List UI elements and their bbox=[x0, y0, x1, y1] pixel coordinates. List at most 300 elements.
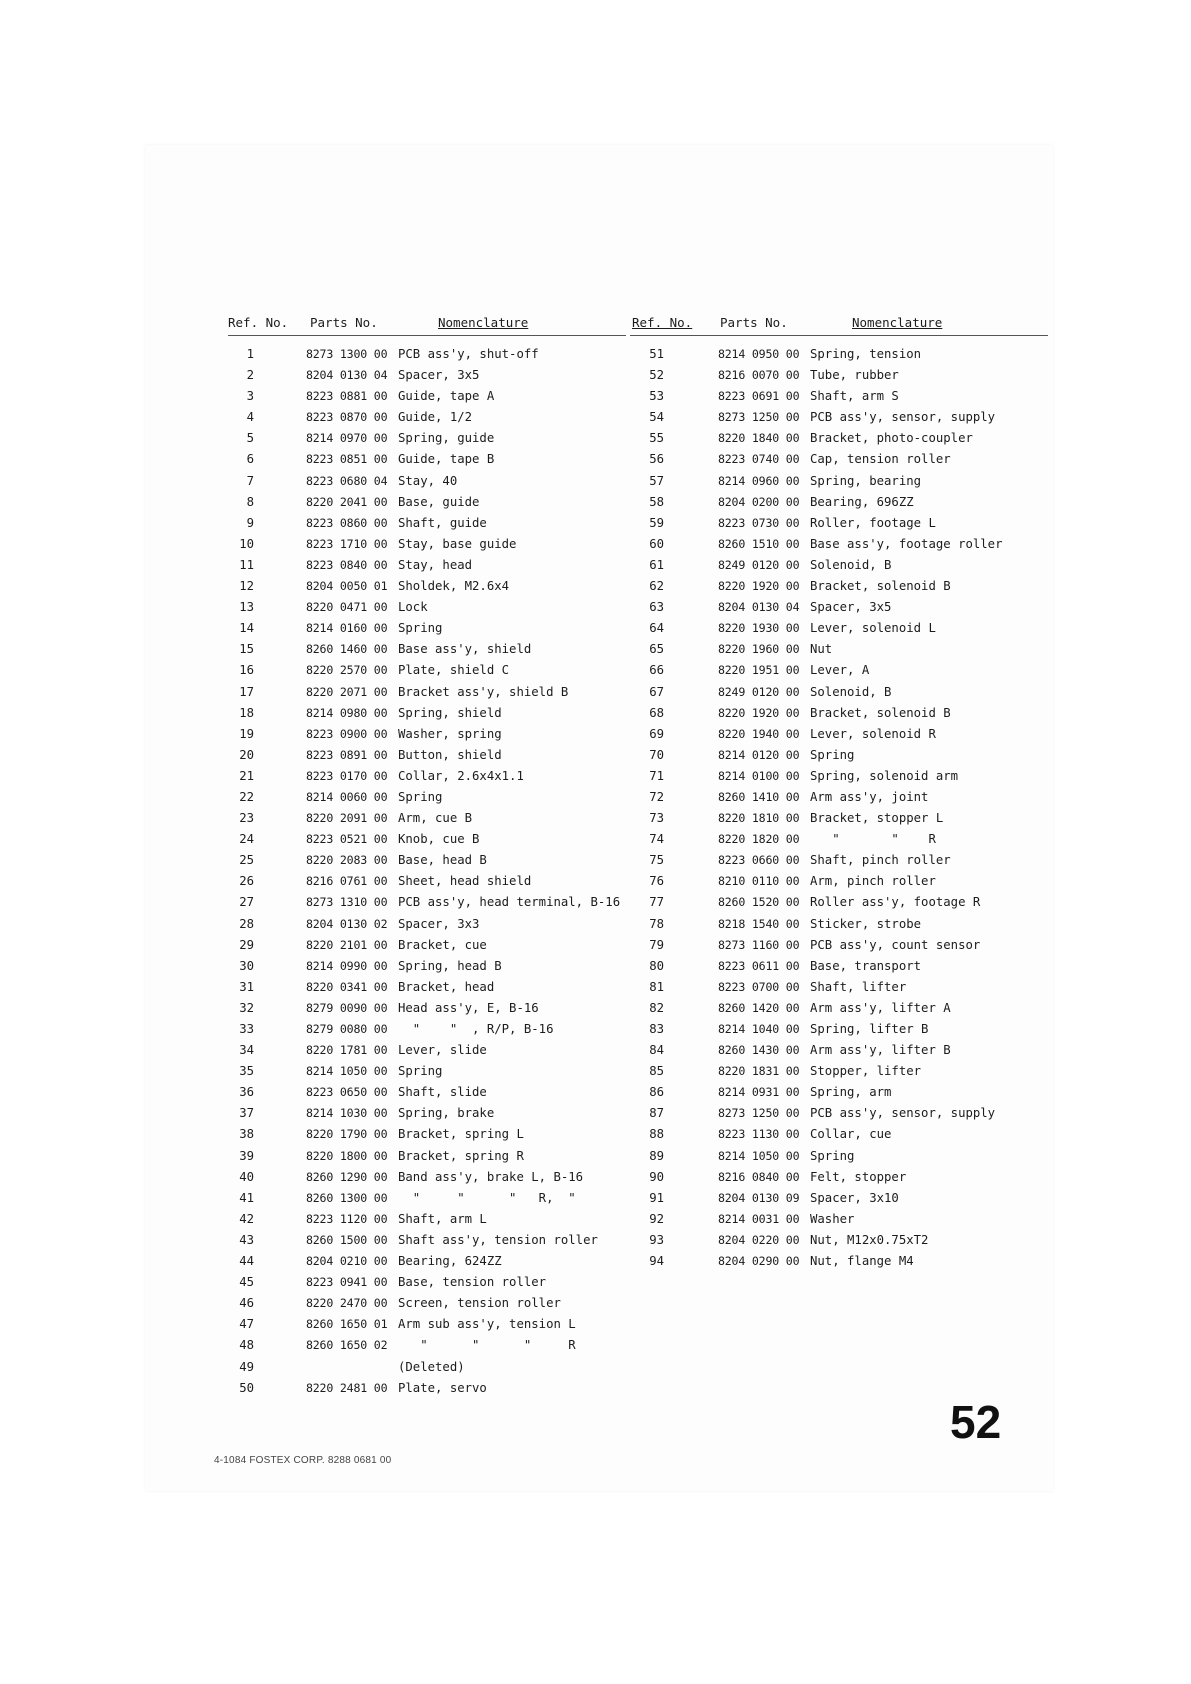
ref-no-cell: 94 bbox=[649, 1254, 664, 1269]
ref-no-cell: 91 bbox=[649, 1190, 664, 1205]
ref-no-cell: 21 bbox=[239, 768, 254, 783]
nomenclature-cell: Lock bbox=[398, 600, 428, 615]
ref-no-cell: 40 bbox=[239, 1169, 254, 1184]
ref-no-cell: 72 bbox=[649, 789, 664, 804]
parts-no-cell: 8260 1430 00 bbox=[718, 1043, 800, 1058]
parts-no-cell: 8220 0471 00 bbox=[306, 600, 388, 615]
nomenclature-cell: Spacer, 3x5 bbox=[810, 600, 892, 615]
ref-no-cell: 65 bbox=[649, 642, 664, 657]
ref-no-cell: 70 bbox=[649, 747, 664, 762]
ref-no-cell: 67 bbox=[649, 684, 664, 699]
table-row bbox=[630, 449, 1048, 470]
nomenclature-cell: Tube, rubber bbox=[810, 368, 899, 383]
nomenclature-cell: Shaft, arm S bbox=[810, 389, 899, 404]
nomenclature-cell: Plate, servo bbox=[398, 1380, 487, 1395]
nomenclature-cell: Lever, solenoid L bbox=[810, 621, 936, 636]
ref-no-cell: 82 bbox=[649, 1000, 664, 1015]
parts-no-cell: 8214 0931 00 bbox=[718, 1085, 800, 1100]
parts-no-cell: 8223 0730 00 bbox=[718, 515, 800, 530]
nomenclature-cell: Arm ass'y, lifter B bbox=[810, 1043, 951, 1058]
parts-no-cell: 8260 1460 00 bbox=[306, 642, 388, 657]
parts-no-cell: 8260 1410 00 bbox=[718, 789, 800, 804]
table-row bbox=[630, 576, 1048, 597]
table-row bbox=[630, 555, 1048, 576]
parts-no-cell: 8220 1920 00 bbox=[718, 579, 800, 594]
table-row bbox=[630, 428, 1048, 449]
ref-no-cell: 35 bbox=[239, 1064, 254, 1079]
ref-no-cell: 69 bbox=[649, 726, 664, 741]
table-row bbox=[630, 914, 1048, 935]
table-row bbox=[630, 1146, 1048, 1167]
table-row bbox=[228, 660, 626, 681]
ref-no-cell: 54 bbox=[649, 410, 664, 425]
ref-no-cell: 79 bbox=[649, 937, 664, 952]
parts-no-cell: 8223 0691 00 bbox=[718, 389, 800, 404]
parts-no-cell: 8223 0660 00 bbox=[718, 853, 800, 868]
nomenclature-cell: PCB ass'y, count sensor bbox=[810, 937, 981, 952]
table-row bbox=[630, 829, 1048, 850]
parts-no-cell: 8204 0290 00 bbox=[718, 1254, 800, 1269]
parts-no-cell: 8220 2041 00 bbox=[306, 494, 388, 509]
parts-no-cell: 8204 0130 04 bbox=[306, 368, 388, 383]
table-row bbox=[630, 471, 1048, 492]
ref-no-cell: 80 bbox=[649, 958, 664, 973]
ref-no-header: Ref. No. bbox=[632, 315, 693, 330]
ref-no-cell: 49 bbox=[239, 1359, 254, 1374]
nomenclature-cell: PCB ass'y, sensor, supply bbox=[810, 1106, 996, 1121]
nomenclature-cell: Arm, cue B bbox=[398, 811, 473, 826]
nomenclature-cell: Spacer, 3x10 bbox=[810, 1190, 899, 1205]
nomenclature-header: Nomenclature bbox=[438, 315, 529, 330]
parts-no-cell: 8223 1130 00 bbox=[718, 1127, 800, 1142]
ref-no-cell: 3 bbox=[246, 389, 254, 404]
nomenclature-cell: Plate, shield C bbox=[398, 663, 510, 678]
parts-no-cell: 8223 1120 00 bbox=[306, 1211, 388, 1226]
ref-no-cell: 1 bbox=[246, 347, 254, 361]
table-row bbox=[228, 1209, 626, 1230]
table-row bbox=[630, 1103, 1048, 1124]
table-row bbox=[630, 1230, 1048, 1251]
table-row bbox=[228, 492, 626, 513]
parts-no-cell: 8220 1840 00 bbox=[718, 431, 800, 446]
table-row bbox=[228, 428, 626, 449]
nomenclature-cell: Stay, base guide bbox=[398, 536, 517, 551]
table-row bbox=[228, 1167, 626, 1188]
parts-no-cell: 8214 0980 00 bbox=[306, 705, 388, 720]
nomenclature-cell: Spacer, 3x5 bbox=[398, 368, 480, 383]
nomenclature-cell: Spring, brake bbox=[398, 1106, 495, 1121]
table-row bbox=[228, 365, 626, 386]
ref-no-cell: 53 bbox=[649, 389, 664, 404]
table-header bbox=[630, 313, 1048, 336]
parts-no-cell: 8223 0891 00 bbox=[306, 747, 388, 762]
nomenclature-cell: Collar, 2.6x4x1.1 bbox=[398, 768, 524, 783]
table-row bbox=[630, 1188, 1048, 1209]
ref-no-cell: 92 bbox=[649, 1211, 664, 1226]
table-row bbox=[630, 407, 1048, 428]
table-row bbox=[630, 850, 1048, 871]
parts-no-cell: 8220 2101 00 bbox=[306, 937, 388, 952]
table-row bbox=[228, 977, 626, 998]
nomenclature-cell: Felt, stopper bbox=[810, 1169, 907, 1184]
ref-no-cell: 23 bbox=[239, 811, 254, 826]
ref-no-cell: 86 bbox=[649, 1085, 664, 1100]
ref-no-cell: 60 bbox=[649, 536, 664, 551]
nomenclature-cell: Washer bbox=[810, 1211, 855, 1226]
parts-no-cell: 8214 0960 00 bbox=[718, 473, 800, 488]
nomenclature-cell: Knob, cue B bbox=[398, 832, 480, 847]
parts-no-cell: 8216 0761 00 bbox=[306, 874, 388, 889]
table-row bbox=[228, 576, 626, 597]
ref-no-cell: 85 bbox=[649, 1064, 664, 1079]
table-row bbox=[630, 787, 1048, 808]
parts-rows bbox=[630, 344, 1048, 1272]
table-row bbox=[630, 682, 1048, 703]
nomenclature-cell: Spring, solenoid arm bbox=[810, 768, 959, 783]
nomenclature-cell: Guide, 1/2 bbox=[398, 410, 473, 425]
parts-no-cell: 8220 2470 00 bbox=[306, 1296, 388, 1311]
parts-table-left bbox=[228, 313, 626, 1399]
nomenclature-cell: " " , R/P, B-16 bbox=[398, 1022, 554, 1036]
nomenclature-cell: Lever, slide bbox=[398, 1043, 487, 1058]
nomenclature-cell: PCB ass'y, sensor, supply bbox=[810, 410, 996, 425]
table-row bbox=[228, 914, 626, 935]
nomenclature-cell: PCB ass'y, shut-off bbox=[398, 347, 539, 361]
nomenclature-cell: Spring, head B bbox=[398, 958, 502, 973]
parts-no-cell: 8216 0840 00 bbox=[718, 1169, 800, 1184]
table-header bbox=[228, 313, 626, 336]
ref-no-cell: 83 bbox=[649, 1022, 664, 1036]
table-row bbox=[228, 449, 626, 470]
table-row bbox=[228, 871, 626, 892]
nomenclature-cell: Spacer, 3x3 bbox=[398, 916, 480, 931]
ref-no-cell: 8 bbox=[246, 494, 254, 509]
ref-no-cell: 87 bbox=[649, 1106, 664, 1121]
ref-no-cell: 58 bbox=[649, 494, 664, 509]
table-row bbox=[228, 618, 626, 639]
ref-no-cell: 24 bbox=[239, 832, 254, 847]
table-row bbox=[228, 766, 626, 787]
ref-no-cell: 44 bbox=[239, 1254, 254, 1269]
table-row bbox=[630, 977, 1048, 998]
ref-no-cell: 5 bbox=[246, 431, 254, 446]
table-row bbox=[228, 534, 626, 555]
table-row bbox=[228, 1146, 626, 1167]
table-row bbox=[630, 998, 1048, 1019]
table-row bbox=[228, 787, 626, 808]
nomenclature-cell: Bracket ass'y, shield B bbox=[398, 684, 569, 699]
table-row bbox=[228, 1335, 626, 1356]
nomenclature-cell: Shaft, slide bbox=[398, 1085, 487, 1100]
parts-no-cell: 8220 1820 00 bbox=[718, 832, 800, 847]
nomenclature-cell: Spring, tension bbox=[810, 347, 922, 361]
table-row bbox=[228, 1082, 626, 1103]
nomenclature-cell: Stay, 40 bbox=[398, 473, 458, 488]
parts-no-cell: 8220 1831 00 bbox=[718, 1064, 800, 1079]
parts-no-cell: 8214 0031 00 bbox=[718, 1211, 800, 1226]
parts-no-cell: 8214 1030 00 bbox=[306, 1106, 388, 1121]
table-row bbox=[228, 1188, 626, 1209]
table-row bbox=[228, 829, 626, 850]
nomenclature-cell: Washer, spring bbox=[398, 726, 502, 741]
nomenclature-cell: Nut, flange M4 bbox=[810, 1254, 914, 1269]
ref-no-cell: 51 bbox=[649, 347, 664, 361]
ref-no-cell: 37 bbox=[239, 1106, 254, 1121]
ref-no-cell: 47 bbox=[239, 1317, 254, 1332]
nomenclature-cell: Guide, tape B bbox=[398, 452, 495, 467]
ref-no-cell: 6 bbox=[246, 452, 254, 467]
nomenclature-cell: Arm sub ass'y, tension L bbox=[398, 1317, 576, 1332]
table-row bbox=[228, 344, 626, 365]
nomenclature-cell: (Deleted) bbox=[398, 1359, 465, 1374]
nomenclature-cell: Bracket, stopper L bbox=[810, 811, 944, 826]
ref-no-cell: 75 bbox=[649, 853, 664, 868]
parts-no-header: Parts No. bbox=[310, 315, 378, 330]
table-row bbox=[630, 724, 1048, 745]
table-row bbox=[228, 1019, 626, 1040]
nomenclature-cell: Bearing, 624ZZ bbox=[398, 1254, 502, 1269]
parts-no-cell: 8204 0130 04 bbox=[718, 600, 800, 615]
parts-no-cell: 8223 0870 00 bbox=[306, 410, 388, 425]
nomenclature-cell: Base, tension roller bbox=[398, 1275, 547, 1290]
nomenclature-cell: Sheet, head shield bbox=[398, 874, 532, 889]
parts-no-cell: 8273 1300 00 bbox=[306, 347, 388, 361]
parts-no-cell: 8260 1500 00 bbox=[306, 1232, 388, 1247]
parts-no-cell: 8214 0120 00 bbox=[718, 747, 800, 762]
ref-no-cell: 32 bbox=[239, 1000, 254, 1015]
parts-no-cell: 8214 0970 00 bbox=[306, 431, 388, 446]
table-row bbox=[228, 1230, 626, 1251]
table-row bbox=[630, 386, 1048, 407]
page-number: 52 bbox=[950, 1396, 1002, 1448]
table-row bbox=[630, 745, 1048, 766]
table-row bbox=[228, 892, 626, 913]
nomenclature-cell: Lever, solenoid R bbox=[810, 726, 936, 741]
nomenclature-cell: Bracket, cue bbox=[398, 937, 487, 952]
parts-no-cell: 8249 0120 00 bbox=[718, 684, 800, 699]
parts-no-cell: 8220 2091 00 bbox=[306, 811, 388, 826]
nomenclature-cell: Spring, lifter B bbox=[810, 1022, 929, 1036]
table-row bbox=[228, 724, 626, 745]
parts-no-cell: 8279 0080 00 bbox=[306, 1022, 388, 1036]
parts-no-cell: 8204 0130 09 bbox=[718, 1190, 800, 1205]
ref-no-cell: 68 bbox=[649, 705, 664, 720]
table-row bbox=[630, 639, 1048, 660]
parts-no-cell: 8220 1920 00 bbox=[718, 705, 800, 720]
ref-no-cell: 34 bbox=[239, 1043, 254, 1058]
table-row bbox=[228, 850, 626, 871]
ref-no-cell: 15 bbox=[239, 642, 254, 657]
parts-no-cell: 8220 1810 00 bbox=[718, 811, 800, 826]
ref-no-cell: 29 bbox=[239, 937, 254, 952]
nomenclature-cell: Spring bbox=[398, 1064, 443, 1079]
table-row bbox=[630, 1167, 1048, 1188]
parts-no-cell: 8223 0680 04 bbox=[306, 473, 388, 488]
table-row bbox=[228, 1251, 626, 1272]
ref-no-cell: 81 bbox=[649, 979, 664, 994]
table-row bbox=[630, 513, 1048, 534]
ref-no-cell: 71 bbox=[649, 768, 664, 783]
ref-no-cell: 22 bbox=[239, 789, 254, 804]
table-row bbox=[228, 956, 626, 977]
parts-no-cell: 8220 1790 00 bbox=[306, 1127, 388, 1142]
nomenclature-cell: Button, shield bbox=[398, 747, 502, 762]
nomenclature-cell: Band ass'y, brake L, B-16 bbox=[398, 1169, 584, 1184]
nomenclature-cell: Base ass'y, footage roller bbox=[810, 536, 1003, 551]
ref-no-cell: 13 bbox=[239, 600, 254, 615]
parts-no-cell: 8214 1050 00 bbox=[718, 1148, 800, 1163]
parts-no-cell: 8223 1710 00 bbox=[306, 536, 388, 551]
parts-no-cell: 8216 0070 00 bbox=[718, 368, 800, 383]
parts-no-cell: 8220 1951 00 bbox=[718, 663, 800, 678]
parts-no-cell: 8220 1940 00 bbox=[718, 726, 800, 741]
nomenclature-cell: Bracket, spring R bbox=[398, 1148, 524, 1163]
table-row bbox=[630, 956, 1048, 977]
parts-table-right bbox=[630, 313, 1048, 1272]
ref-no-cell: 45 bbox=[239, 1275, 254, 1290]
nomenclature-cell: " " " R, " bbox=[398, 1190, 576, 1205]
ref-no-cell: 73 bbox=[649, 811, 664, 826]
ref-no-cell: 25 bbox=[239, 853, 254, 868]
nomenclature-cell: Shaft, lifter bbox=[810, 979, 907, 994]
table-row bbox=[630, 1061, 1048, 1082]
table-row bbox=[228, 745, 626, 766]
ref-no-cell: 12 bbox=[239, 579, 254, 594]
parts-no-cell: 8223 0900 00 bbox=[306, 726, 388, 741]
table-row bbox=[228, 1061, 626, 1082]
parts-no-cell: 8273 1160 00 bbox=[718, 937, 800, 952]
table-row bbox=[630, 365, 1048, 386]
ref-no-cell: 19 bbox=[239, 726, 254, 741]
nomenclature-cell: Base, head B bbox=[398, 853, 487, 868]
table-row bbox=[630, 935, 1048, 956]
nomenclature-cell: Bracket, head bbox=[398, 979, 495, 994]
ref-no-cell: 63 bbox=[649, 600, 664, 615]
table-row bbox=[228, 639, 626, 660]
ref-no-cell: 84 bbox=[649, 1043, 664, 1058]
table-row bbox=[630, 660, 1048, 681]
nomenclature-cell: Bearing, 696ZZ bbox=[810, 494, 914, 509]
parts-no-cell: 8273 1250 00 bbox=[718, 1106, 800, 1121]
ref-no-cell: 41 bbox=[239, 1190, 254, 1205]
ref-no-cell: 31 bbox=[239, 979, 254, 994]
table-row bbox=[630, 766, 1048, 787]
parts-no-cell: 8260 1520 00 bbox=[718, 895, 800, 910]
ref-no-cell: 66 bbox=[649, 663, 664, 678]
ref-no-cell: 33 bbox=[239, 1022, 254, 1036]
parts-no-cell: 8204 0220 00 bbox=[718, 1232, 800, 1247]
ref-no-cell: 62 bbox=[649, 579, 664, 594]
nomenclature-cell: Shaft ass'y, tension roller bbox=[398, 1232, 598, 1247]
ref-no-cell: 61 bbox=[649, 557, 664, 572]
table-row bbox=[228, 1357, 626, 1378]
nomenclature-cell: Bracket, photo-coupler bbox=[810, 431, 973, 446]
ref-no-cell: 20 bbox=[239, 747, 254, 762]
ref-no-cell: 28 bbox=[239, 916, 254, 931]
nomenclature-cell: Screen, tension roller bbox=[398, 1296, 561, 1311]
table-row bbox=[228, 1124, 626, 1145]
nomenclature-cell: Spring bbox=[810, 747, 855, 762]
nomenclature-cell: Shaft, pinch roller bbox=[810, 853, 951, 868]
parts-no-cell: 8260 1300 00 bbox=[306, 1190, 388, 1205]
parts-no-cell: 8214 1050 00 bbox=[306, 1064, 388, 1079]
parts-no-cell: 8223 0521 00 bbox=[306, 832, 388, 847]
table-row bbox=[228, 1378, 626, 1399]
parts-no-cell: 8223 0881 00 bbox=[306, 389, 388, 404]
nomenclature-cell: Arm ass'y, joint bbox=[810, 789, 929, 804]
nomenclature-cell: Lever, A bbox=[810, 663, 870, 678]
table-row bbox=[228, 998, 626, 1019]
table-row bbox=[630, 1209, 1048, 1230]
table-row bbox=[630, 1019, 1048, 1040]
parts-no-cell: 8220 0341 00 bbox=[306, 979, 388, 994]
table-row bbox=[630, 871, 1048, 892]
ref-no-cell: 46 bbox=[239, 1296, 254, 1311]
nomenclature-cell: Bracket, solenoid B bbox=[810, 579, 951, 594]
table-row bbox=[630, 618, 1048, 639]
table-row bbox=[228, 471, 626, 492]
nomenclature-cell: Spring, arm bbox=[810, 1085, 892, 1100]
nomenclature-cell: Arm, pinch roller bbox=[810, 874, 936, 889]
nomenclature-cell: Solenoid, B bbox=[810, 557, 892, 572]
nomenclature-cell: Base, guide bbox=[398, 494, 480, 509]
nomenclature-cell: Spring bbox=[398, 789, 443, 804]
table-row bbox=[228, 1293, 626, 1314]
ref-no-cell: 7 bbox=[246, 473, 254, 488]
parts-no-cell: 8260 1650 01 bbox=[306, 1317, 388, 1332]
parts-no-cell: 8260 1420 00 bbox=[718, 1000, 800, 1015]
parts-no-cell: 8220 1800 00 bbox=[306, 1148, 388, 1163]
ref-no-cell: 14 bbox=[239, 621, 254, 636]
table-row bbox=[228, 1103, 626, 1124]
nomenclature-cell: Spring, bearing bbox=[810, 473, 922, 488]
ref-no-cell: 52 bbox=[649, 368, 664, 383]
ref-no-cell: 93 bbox=[649, 1232, 664, 1247]
ref-no-cell: 17 bbox=[239, 684, 254, 699]
ref-no-cell: 57 bbox=[649, 473, 664, 488]
parts-no-cell: 8204 0200 00 bbox=[718, 494, 800, 509]
parts-no-cell: 8223 0740 00 bbox=[718, 452, 800, 467]
ref-no-cell: 11 bbox=[239, 557, 254, 572]
table-row bbox=[228, 513, 626, 534]
nomenclature-cell: Stay, head bbox=[398, 557, 473, 572]
nomenclature-cell: Solenoid, B bbox=[810, 684, 892, 699]
ref-no-cell: 26 bbox=[239, 874, 254, 889]
ref-no-cell: 78 bbox=[649, 916, 664, 931]
table-row bbox=[228, 1314, 626, 1335]
table-row bbox=[228, 597, 626, 618]
ref-no-cell: 64 bbox=[649, 621, 664, 636]
ref-no-cell: 38 bbox=[239, 1127, 254, 1142]
ref-no-cell: 43 bbox=[239, 1232, 254, 1247]
ref-no-cell: 56 bbox=[649, 452, 664, 467]
ref-no-cell: 74 bbox=[649, 832, 664, 847]
parts-no-cell: 8214 0100 00 bbox=[718, 768, 800, 783]
nomenclature-cell: PCB ass'y, head terminal, B-16 bbox=[398, 895, 621, 910]
ref-no-cell: 9 bbox=[246, 515, 254, 530]
nomenclature-cell: Roller ass'y, footage R bbox=[810, 895, 981, 910]
parts-no-cell: 8260 1510 00 bbox=[718, 536, 800, 551]
ref-no-cell: 77 bbox=[649, 895, 664, 910]
table-row bbox=[630, 703, 1048, 724]
ref-no-cell: 76 bbox=[649, 874, 664, 889]
nomenclature-cell: Sticker, strobe bbox=[810, 916, 922, 931]
parts-no-cell: 8220 1960 00 bbox=[718, 642, 800, 657]
nomenclature-cell: Spring bbox=[398, 621, 443, 636]
nomenclature-cell: Sholdek, M2.6x4 bbox=[398, 579, 510, 594]
nomenclature-cell: Guide, tape A bbox=[398, 389, 495, 404]
nomenclature-cell: Spring bbox=[810, 1148, 855, 1163]
